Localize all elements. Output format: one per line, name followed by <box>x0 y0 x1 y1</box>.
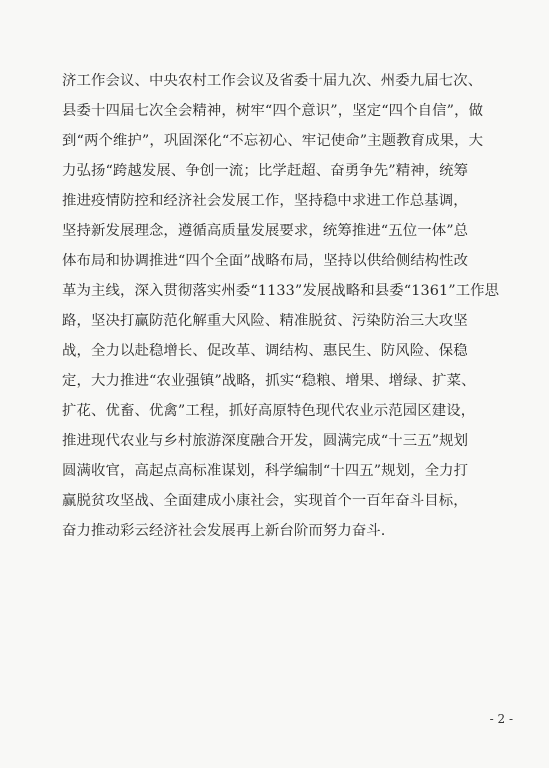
text-line: 推进现代农业与乡村旅游深度融合开发，圆满完成“十三五”规划 <box>62 433 469 449</box>
text-line: 力弘扬“跨越发展、争创一流；比学赶超、奋勇争先”精神，统筹 <box>62 163 469 179</box>
text-line: 路，坚决打赢防范化解重大风险、精准脱贫、污染防治三大攻坚 <box>62 313 468 329</box>
text-line: 赢脱贫攻坚战、全面建成小康社会，实现首个一百年奋斗目标， <box>62 493 468 509</box>
text-line: 推进疫情防控和经济社会发展工作，坚持稳中求进工作总基调， <box>62 193 468 209</box>
text-line: 定，大力推进“农业强镇”战略，抓实“稳粮、增果、增绿、扩菜、 <box>62 373 476 389</box>
text-line: 县委十四届七次全会精神，树牢“四个意识”，坚定“四个自信”，做 <box>62 103 484 119</box>
text-line: 奋力推动彩云经济社会发展再上新台阶而努力奋斗. <box>62 523 386 539</box>
text-line: 战，全力以赴稳增长、促改革、调结构、惠民生、防风险、保稳 <box>62 343 468 359</box>
body-text <box>62 66 502 546</box>
text-line: 到“两个维护”，巩固深化“不忘初心、牢记使命”主题教育成果，大 <box>62 133 484 149</box>
text-line: 革为主线，深入贯彻落实州委“1133”发展战略和县委“1361”工作思 <box>62 283 500 299</box>
text-line: 体布局和协调推进“四个全面”战略布局，坚持以供给侧结构性改 <box>62 253 469 269</box>
page-number: - 2 - <box>489 712 513 726</box>
text-line: 济工作会议、中央农村工作会议及省委十届九次、州委九届七次、 <box>62 73 483 89</box>
text-line: 坚持新发展理念，遵循高质量发展要求，统筹推进“五位一体”总 <box>62 223 469 239</box>
text-line: 圆满收官，高起点高标准谋划，科学编制“十四五”规划，全力打 <box>62 463 469 479</box>
text-line: 扩花、优畜、优禽”工程，抓好高原特色现代农业示范园区建设， <box>62 403 476 419</box>
